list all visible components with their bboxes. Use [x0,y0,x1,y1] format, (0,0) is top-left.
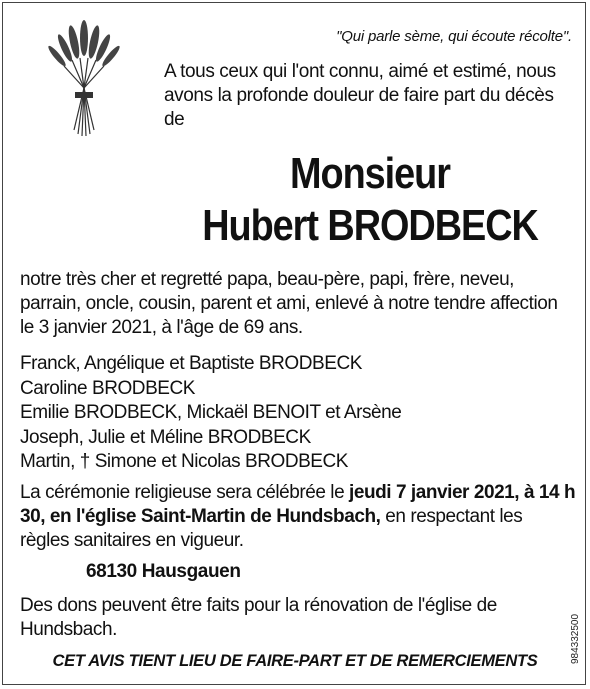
wheat-sheaf-icon [44,18,124,138]
ceremony-text [20,481,576,553]
donations-text: Des dons peuvent être faits pour la rénovation de l'église de Hundsbach. [20,595,497,640]
ceremony-intro: La cérémonie religieuse sera célébrée le [20,482,350,503]
ceremony-note: en respectant les règles sanitaires en vigueur. [20,506,523,551]
family-member-line: Caroline BRODBECK [20,377,196,399]
address: 68130 Hausgauen [86,561,241,582]
footer-notice: CET AVIS TIENT LIEU DE FAIRE-PART ET DE REMERCIEMENTS [52,652,538,670]
reference-number: 984332500 [570,613,581,664]
intro-text: A tous ceux qui l'ont connu, aimé et estimé, nous avons la profonde douleur de faire part du décès de [164,61,556,130]
description-text: notre très cher et regretté papa, beau-père, papi, frère, neveu, parrain, oncle, cousin, parent et ami, enlevé à notre tendre affection le 3 janvier 2021, à l'âge de 69 ans. [20,269,558,338]
family-member-line: Franck, Angélique et Baptiste BRODBECK [20,353,362,374]
epigraph-quote: "Qui parle sème, qui écoute récolte". [336,28,572,45]
ceremony-details: jeudi 7 janvier 2021, à 14 h 30, en l'église Saint-Martin de Hundsbach, [20,482,576,527]
name-line: Hubert BRODBECK [202,201,538,250]
family-member-line: Martin, † Simone et Nicolas BRODBECK [20,451,349,472]
deceased-name [150,148,590,252]
family-list [20,352,401,475]
family-member-line: Emilie BRODBECK, Mickaël BENOIT et Arsène [20,402,402,423]
family-member-line: Joseph, Julie et Méline BRODBECK [20,426,311,448]
title-line: Monsieur [290,149,450,198]
